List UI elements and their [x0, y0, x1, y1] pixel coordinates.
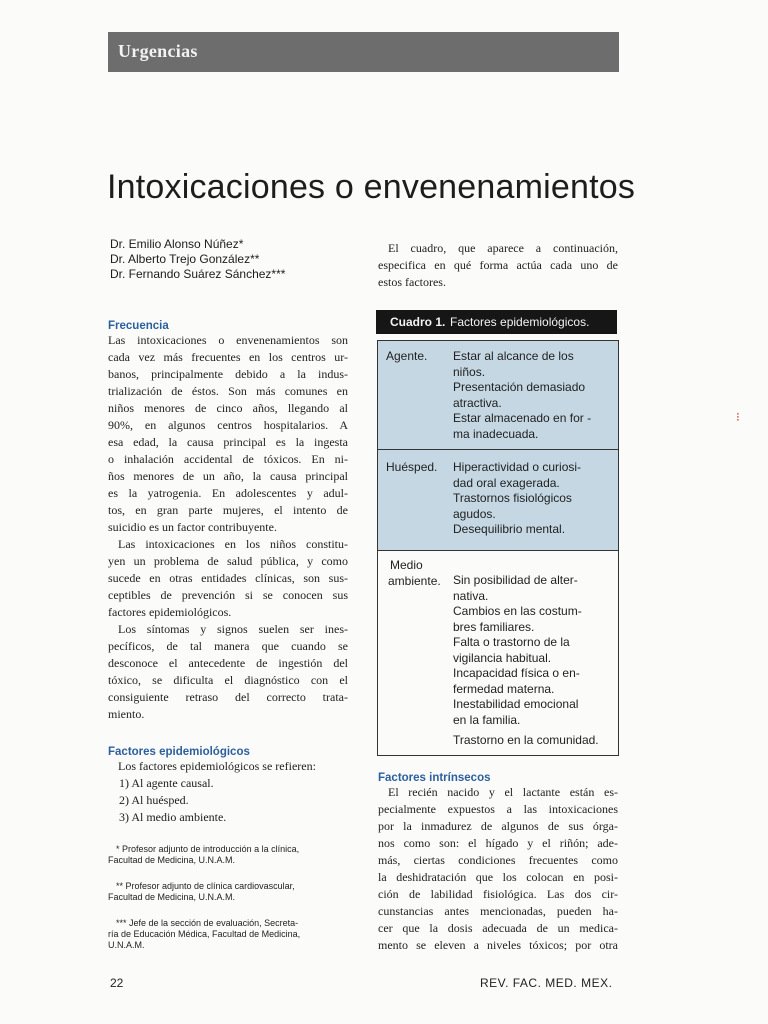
article-title: Intoxicaciones o envenenamientos	[107, 168, 636, 206]
text-line: suicidio es un factor contribuyente.	[108, 520, 277, 534]
footnote: * Profesor adjunto de introducción a la clínica, Facultad de Medicina, U.N.A.M.	[108, 844, 300, 865]
paragraph-factores-intro: Los factores epidemiológicos se refieren:	[118, 759, 316, 773]
section-heading-factores-epidemiologicos: Factores epidemiológicos	[108, 746, 250, 758]
text-line: ños menores de un año, la causa principal	[108, 469, 348, 483]
paragraph-intro-right: El cuadro, que aparece a continuación, especifica en qué forma actúa cada uno de estos factores.	[378, 241, 618, 289]
author: Dr. Emilio Alonso Núñez*	[110, 237, 244, 251]
factor-label: Huésped.	[386, 460, 438, 474]
text-line: cada vez más frecuentes en los centros ur-	[108, 350, 348, 364]
text-line: la deshidratación que los colocan en posi-	[378, 870, 618, 884]
author: Dr. Alberto Trejo González**	[110, 252, 260, 266]
text-line: más, ciertas condiciones frecuentes como	[378, 853, 618, 867]
footnote: *** Jefe de la sección de evaluación, Secreta- ría de Educación Médica, Facultad de Medicina, U.N.A.M.	[108, 918, 301, 950]
factor-label: Medio ambiente.	[388, 558, 441, 588]
text-line: El recién nacido y el lactante están es-	[388, 785, 618, 799]
factor-description: Hiperactividad o curiosi- dad oral exagerada. Trastornos fisiológicos agudos. Desequilibrio mental.	[453, 460, 582, 536]
text-line: Las intoxicaciones o envenenamientos son	[108, 333, 348, 347]
footnote: ** Profesor adjunto de clínica cardiovascular, Facultad de Medicina, U.N.A.M.	[108, 881, 295, 902]
text-line: tos, en gran parte mujeres, el intento de	[108, 503, 348, 517]
section-label: Urgencias	[118, 41, 198, 61]
text-line: sucede en otras entidades clínicas, son sus-	[108, 571, 348, 585]
text-line: nos como son: el hígado y el riñón; ade-	[378, 836, 618, 850]
text-line: factores epidemiológicos.	[108, 605, 232, 619]
text-line: miento.	[108, 707, 145, 721]
list-item: 1) Al agente causal.	[119, 776, 214, 790]
section-heading-frecuencia: Frecuencia	[108, 320, 169, 332]
text-line: ción de labilidad fisiológica. Las dos cir-	[378, 887, 618, 901]
text-line: es la yatrogenia. En adolescentes y adul-	[108, 486, 348, 500]
text-line: por la inmadurez de algunos de sus órga-	[378, 819, 618, 833]
table-label: Cuadro 1.	[390, 315, 446, 329]
text-line: Las intoxicaciones en los niños constitu-	[118, 537, 348, 551]
table-title: Factores epidemiológicos.	[450, 315, 590, 329]
text-line: trialización de éstos. Son más comunes en	[108, 384, 348, 398]
journal-name: REV. FAC. MED. MEX.	[480, 976, 613, 990]
factor-description: Estar al alcance de los niños. Presentación demasiado atractiva. Estar almacenado en for - ma inadecuada.	[453, 349, 592, 441]
factor-label: Agente.	[386, 349, 428, 363]
section-heading-factores-intrinsecos: Factores intrínsecos	[378, 772, 491, 784]
text-line: ceptibles de prevención si se conocen sus	[108, 588, 348, 602]
author: Dr. Fernando Suárez Sánchez***	[110, 267, 286, 281]
author-list	[110, 237, 285, 282]
text-line: o inhalación accidental de tóxicos. En ni-	[108, 452, 348, 466]
text-line: mento se eleven a niveles tóxicos; por otra	[378, 938, 618, 952]
text-line: desconoce el antecedente de ingestión del	[108, 656, 348, 670]
text-line: pecialmente expuestos a las intoxicaciones	[378, 802, 618, 816]
text-line: 90%, en algunos centros hospitalarios. A	[108, 418, 348, 432]
page-number: 22	[110, 976, 124, 990]
list-item: 2) Al huésped.	[119, 793, 189, 807]
text-line: consiguiente retraso del correcto trata-	[108, 690, 348, 704]
text-line: pecíficos, de tal manera que cuando se	[108, 639, 348, 653]
margin-mark: ⁝	[736, 410, 740, 424]
text-line: esa edad, la causa principal es la ingesta	[108, 435, 348, 449]
text-line: cunstancias antes mencionadas, pueden ha-	[378, 904, 618, 918]
text-line: niños menores de cinco años, llegando al	[108, 401, 348, 415]
table-divider	[378, 550, 618, 551]
section-banner	[108, 32, 619, 72]
epidemiological-factors-table	[377, 340, 619, 756]
table-caption	[376, 310, 617, 334]
list-item: 3) Al medio ambiente.	[119, 810, 227, 824]
text-line: yen un problema de salud pública, y como	[108, 554, 348, 568]
text-line: Los síntomas y signos suelen ser ines-	[118, 622, 348, 636]
paragraph-factores-intrinsecos	[378, 784, 618, 954]
text-line: cer que la dosis adecuada de un medica-	[378, 921, 618, 935]
factor-description: Sin posibilidad de alter- nativa. Cambios en las costum- bres familiares. Falta o trastorno de la vigilancia habitual. Incapacidad física o en- fermedad materna. Inestabilidad emocional en la familia. Trastorno en la comunidad.	[453, 573, 599, 747]
text-line: tóxico, se dificulta el diagnóstico con el	[108, 673, 348, 687]
text-line: banos, principalmente debido a la indus-	[108, 367, 348, 381]
paragraph-frecuencia	[108, 332, 348, 723]
